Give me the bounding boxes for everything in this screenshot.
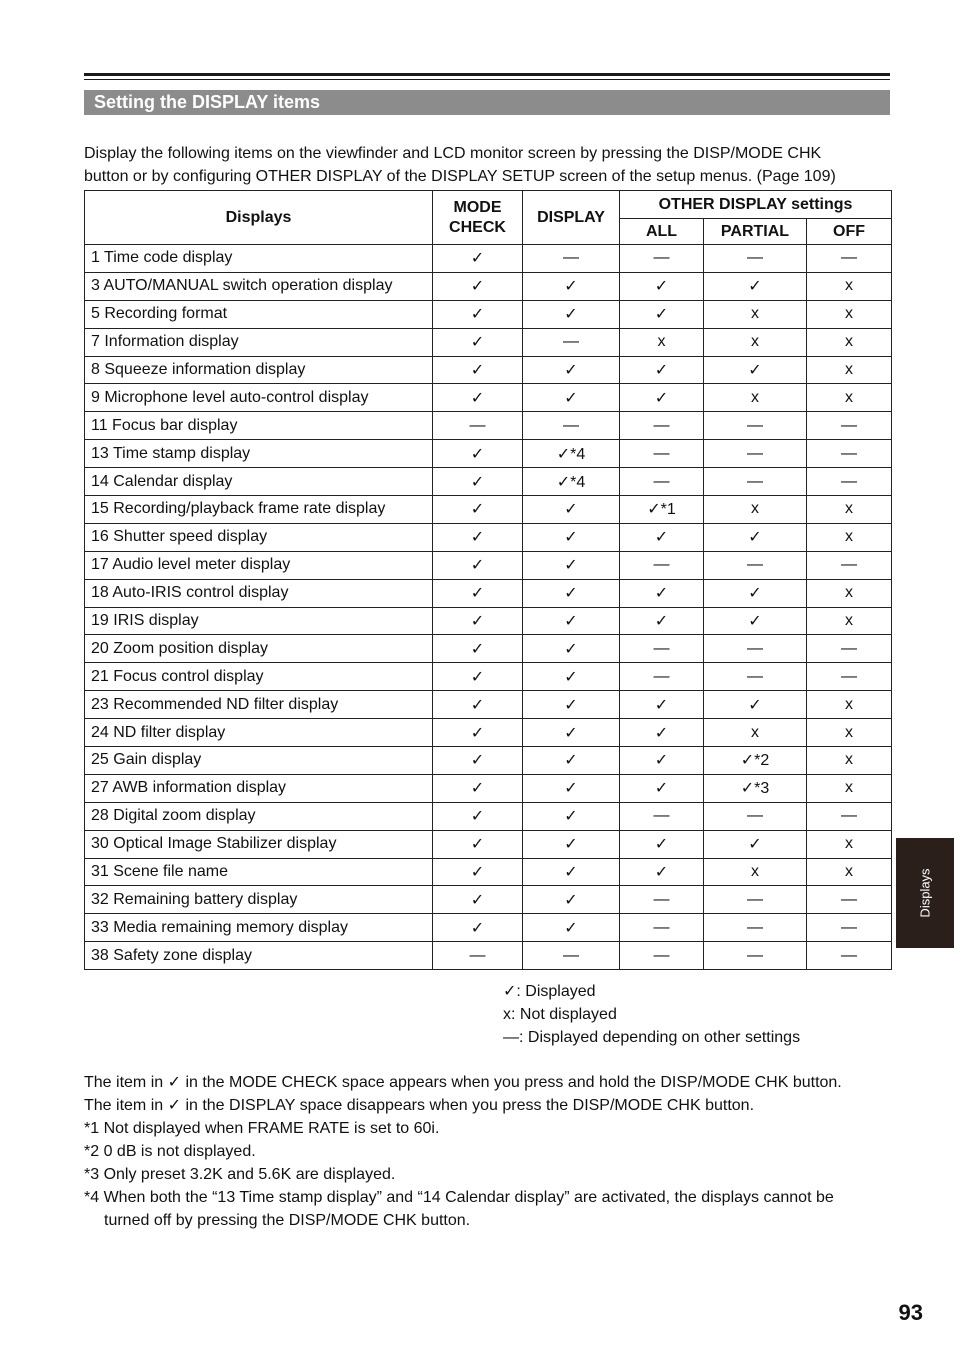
off-cell: — (807, 914, 892, 942)
legend-displayed: ✓: Displayed (503, 983, 596, 1000)
display-cell: ✓ (523, 356, 620, 384)
table-row (85, 468, 892, 496)
all-cell: — (620, 886, 704, 914)
off-cell: — (807, 942, 892, 970)
intro-line: button or by configuring OTHER DISPLAY of the DISPLAY SETUP screen of the setup menus. (Page 109) (84, 168, 836, 185)
header-mode-check-line2: CHECK (449, 218, 506, 236)
table-row (85, 523, 892, 551)
all-cell: — (620, 468, 704, 496)
partial-cell: x (704, 328, 807, 356)
display-cell: — (523, 245, 620, 273)
row-name-cell: 9 Microphone level auto-control display (85, 384, 433, 412)
partial-cell: — (704, 551, 807, 579)
section-title: Setting the DISPLAY items (84, 90, 890, 115)
off-cell: x (807, 356, 892, 384)
off-cell: x (807, 300, 892, 328)
row-name-cell: 17 Audio level meter display (85, 551, 433, 579)
mode-check-cell: ✓ (433, 691, 523, 719)
display-cell: ✓ (523, 914, 620, 942)
table-row (85, 802, 892, 830)
display-cell: ✓ (523, 384, 620, 412)
top-rule-thin (84, 79, 890, 80)
table-row (85, 858, 892, 886)
side-tab-displays (896, 838, 954, 948)
legend-depending: —: Displayed depending on other settings (503, 1029, 801, 1046)
note-1: *1 Not displayed when FRAME RATE is set to 60i. (84, 1120, 440, 1137)
note-display: The item in ✓ in the DISPLAY space disappears when you press the DISP/MODE CHK button. (84, 1097, 755, 1114)
off-cell: x (807, 496, 892, 524)
display-cell: ✓ (523, 719, 620, 747)
note-4: *4 When both the “13 Time stamp display” and “14 Calendar display” are activated, the displays cannot be (84, 1189, 834, 1206)
header-displays: Displays (85, 191, 433, 245)
table-row (85, 440, 892, 468)
mode-check-cell: ✓ (433, 356, 523, 384)
mode-check-cell: ✓ (433, 468, 523, 496)
all-cell: — (620, 551, 704, 579)
all-cell: ✓ (620, 719, 704, 747)
display-cell: ✓ (523, 551, 620, 579)
display-items-table (84, 190, 892, 970)
off-cell: x (807, 691, 892, 719)
display-cell: ✓ (523, 886, 620, 914)
partial-cell: x (704, 719, 807, 747)
partial-cell: ✓ (704, 523, 807, 551)
all-cell: ✓ (620, 356, 704, 384)
table-row (85, 245, 892, 273)
header-all: ALL (620, 219, 704, 245)
note-4-continued: turned off by pressing the DISP/MODE CHK button. (104, 1212, 471, 1229)
partial-cell: ✓*2 (704, 747, 807, 775)
all-cell: — (620, 802, 704, 830)
all-cell: ✓ (620, 607, 704, 635)
off-cell: x (807, 858, 892, 886)
partial-cell: x (704, 858, 807, 886)
row-name-cell: 19 IRIS display (85, 607, 433, 635)
display-cell: ✓*4 (523, 440, 620, 468)
page-number: 93 (898, 1300, 923, 1325)
display-cell: ✓ (523, 858, 620, 886)
display-cell: ✓ (523, 300, 620, 328)
all-cell: — (620, 663, 704, 691)
partial-cell: — (704, 914, 807, 942)
all-cell: ✓ (620, 774, 704, 802)
table-row (85, 635, 892, 663)
partial-cell: — (704, 942, 807, 970)
display-cell: ✓ (523, 272, 620, 300)
all-cell: ✓ (620, 384, 704, 412)
partial-cell: — (704, 663, 807, 691)
partial-cell: — (704, 245, 807, 273)
mode-check-cell: ✓ (433, 858, 523, 886)
note-2: *2 0 dB is not displayed. (84, 1143, 256, 1160)
notes (84, 1071, 896, 1232)
off-cell: x (807, 774, 892, 802)
partial-cell: ✓ (704, 579, 807, 607)
table-row (85, 830, 892, 858)
display-cell: ✓ (523, 579, 620, 607)
all-cell: ✓ (620, 579, 704, 607)
row-name-cell: 15 Recording/playback frame rate display (85, 496, 433, 524)
all-cell: — (620, 245, 704, 273)
partial-cell: — (704, 412, 807, 440)
legend-not-displayed: x: Not displayed (503, 1006, 617, 1023)
partial-cell: ✓ (704, 356, 807, 384)
partial-cell: ✓ (704, 607, 807, 635)
table-row (85, 886, 892, 914)
note-mode-check: The item in ✓ in the MODE CHECK space appears when you press and hold the DISP/MODE CHK button. (84, 1074, 842, 1091)
partial-cell: ✓ (704, 272, 807, 300)
all-cell: ✓ (620, 830, 704, 858)
mode-check-cell: — (433, 412, 523, 440)
mode-check-cell: ✓ (433, 830, 523, 858)
table-row (85, 719, 892, 747)
all-cell: ✓ (620, 300, 704, 328)
display-cell: ✓ (523, 496, 620, 524)
display-cell: ✓*4 (523, 468, 620, 496)
row-name-cell: 30 Optical Image Stabilizer display (85, 830, 433, 858)
all-cell: ✓ (620, 858, 704, 886)
off-cell: — (807, 802, 892, 830)
header-other-display-settings: OTHER DISPLAY settings (620, 191, 892, 219)
partial-cell: x (704, 384, 807, 412)
table-row (85, 579, 892, 607)
partial-cell: — (704, 468, 807, 496)
legend (503, 980, 800, 1049)
display-cell: ✓ (523, 830, 620, 858)
table-row (85, 942, 892, 970)
display-cell: ✓ (523, 774, 620, 802)
mode-check-cell: ✓ (433, 802, 523, 830)
row-name-cell: 5 Recording format (85, 300, 433, 328)
table-row (85, 774, 892, 802)
all-cell: ✓ (620, 691, 704, 719)
off-cell: — (807, 412, 892, 440)
side-tab-label: Displays (917, 868, 933, 918)
row-name-cell: 38 Safety zone display (85, 942, 433, 970)
display-cell: ✓ (523, 607, 620, 635)
row-name-cell: 21 Focus control display (85, 663, 433, 691)
mode-check-cell: ✓ (433, 328, 523, 356)
all-cell: ✓ (620, 272, 704, 300)
off-cell: x (807, 719, 892, 747)
partial-cell: — (704, 802, 807, 830)
off-cell: — (807, 635, 892, 663)
row-name-cell: 31 Scene file name (85, 858, 433, 886)
row-name-cell: 20 Zoom position display (85, 635, 433, 663)
header-display: DISPLAY (523, 191, 620, 245)
row-name-cell: 25 Gain display (85, 747, 433, 775)
off-cell: x (807, 579, 892, 607)
mode-check-cell: ✓ (433, 774, 523, 802)
table-row (85, 747, 892, 775)
display-cell: ✓ (523, 523, 620, 551)
header-partial: PARTIAL (704, 219, 807, 245)
header-mode-check-line1: MODE (453, 198, 502, 216)
table-row (85, 607, 892, 635)
off-cell: x (807, 384, 892, 412)
partial-cell: ✓ (704, 830, 807, 858)
all-cell: — (620, 440, 704, 468)
all-cell: ✓ (620, 523, 704, 551)
mode-check-cell: ✓ (433, 300, 523, 328)
table-body (85, 245, 892, 970)
mode-check-cell: ✓ (433, 719, 523, 747)
table-row (85, 384, 892, 412)
display-cell: ✓ (523, 747, 620, 775)
row-name-cell: 14 Calendar display (85, 468, 433, 496)
partial-cell: x (704, 496, 807, 524)
row-name-cell: 27 AWB information display (85, 774, 433, 802)
table-row (85, 914, 892, 942)
mode-check-cell: ✓ (433, 914, 523, 942)
display-cell: — (523, 942, 620, 970)
header-off: OFF (807, 219, 892, 245)
partial-cell: — (704, 635, 807, 663)
row-name-cell: 23 Recommended ND filter display (85, 691, 433, 719)
row-name-cell: 11 Focus bar display (85, 412, 433, 440)
display-cell: ✓ (523, 635, 620, 663)
top-rule-thick (84, 73, 890, 76)
table-row (85, 691, 892, 719)
all-cell: x (620, 328, 704, 356)
partial-cell: — (704, 440, 807, 468)
mode-check-cell: ✓ (433, 607, 523, 635)
mode-check-cell: ✓ (433, 272, 523, 300)
off-cell: x (807, 747, 892, 775)
partial-cell: ✓*3 (704, 774, 807, 802)
row-name-cell: 16 Shutter speed display (85, 523, 433, 551)
header-mode-check (433, 191, 523, 245)
all-cell: — (620, 942, 704, 970)
row-name-cell: 3 AUTO/MANUAL switch operation display (85, 272, 433, 300)
row-name-cell: 8 Squeeze information display (85, 356, 433, 384)
mode-check-cell: ✓ (433, 886, 523, 914)
row-name-cell: 1 Time code display (85, 245, 433, 273)
row-name-cell: 32 Remaining battery display (85, 886, 433, 914)
off-cell: — (807, 245, 892, 273)
mode-check-cell: ✓ (433, 384, 523, 412)
off-cell: — (807, 440, 892, 468)
mode-check-cell: ✓ (433, 496, 523, 524)
table-row (85, 412, 892, 440)
row-name-cell: 28 Digital zoom display (85, 802, 433, 830)
off-cell: — (807, 886, 892, 914)
off-cell: x (807, 523, 892, 551)
table-row (85, 496, 892, 524)
table-row (85, 300, 892, 328)
display-cell: ✓ (523, 691, 620, 719)
display-cell: — (523, 328, 620, 356)
display-cell: ✓ (523, 663, 620, 691)
mode-check-cell: ✓ (433, 747, 523, 775)
off-cell: x (807, 830, 892, 858)
all-cell: ✓*1 (620, 496, 704, 524)
row-name-cell: 13 Time stamp display (85, 440, 433, 468)
row-name-cell: 24 ND filter display (85, 719, 433, 747)
all-cell: — (620, 412, 704, 440)
mode-check-cell: ✓ (433, 245, 523, 273)
mode-check-cell: ✓ (433, 440, 523, 468)
partial-cell: ✓ (704, 691, 807, 719)
off-cell: x (807, 272, 892, 300)
display-cell: ✓ (523, 802, 620, 830)
partial-cell: — (704, 886, 807, 914)
mode-check-cell: — (433, 942, 523, 970)
table-row (85, 356, 892, 384)
row-name-cell: 7 Information display (85, 328, 433, 356)
mode-check-cell: ✓ (433, 579, 523, 607)
off-cell: — (807, 663, 892, 691)
partial-cell: x (704, 300, 807, 328)
off-cell: — (807, 551, 892, 579)
table-row (85, 551, 892, 579)
all-cell: — (620, 914, 704, 942)
off-cell: x (807, 607, 892, 635)
table-row (85, 272, 892, 300)
note-3: *3 Only preset 3.2K and 5.6K are displayed. (84, 1166, 396, 1183)
intro-paragraph (84, 142, 894, 188)
mode-check-cell: ✓ (433, 663, 523, 691)
off-cell: — (807, 468, 892, 496)
all-cell: — (620, 635, 704, 663)
off-cell: x (807, 328, 892, 356)
all-cell: ✓ (620, 747, 704, 775)
mode-check-cell: ✓ (433, 523, 523, 551)
mode-check-cell: ✓ (433, 635, 523, 663)
row-name-cell: 18 Auto-IRIS control display (85, 579, 433, 607)
row-name-cell: 33 Media remaining memory display (85, 914, 433, 942)
table-row (85, 328, 892, 356)
mode-check-cell: ✓ (433, 551, 523, 579)
table-row (85, 663, 892, 691)
display-cell: — (523, 412, 620, 440)
intro-line: Display the following items on the viewfinder and LCD monitor screen by pressing the DISP/MODE CHK (84, 145, 822, 162)
